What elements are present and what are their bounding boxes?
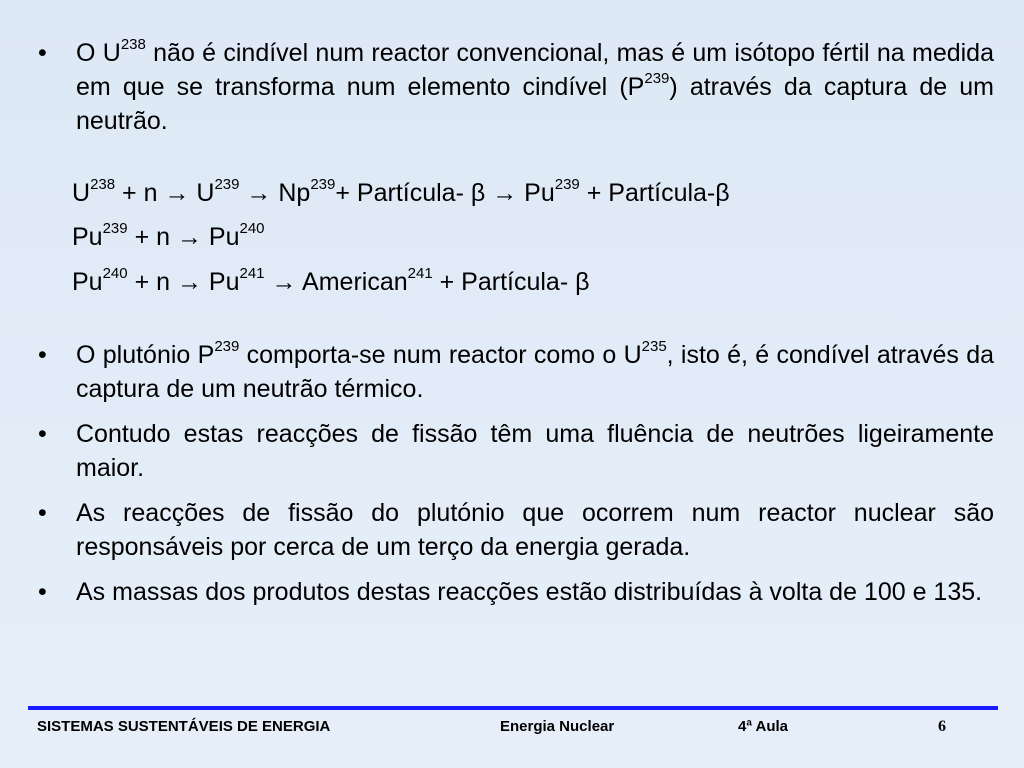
bullet-marker: • [38,499,47,527]
eq3-term: Pu [201,268,240,296]
arrow-icon: → [264,268,303,296]
eq2-term: Pu [72,223,103,251]
footer-divider [28,706,998,710]
list-item [30,496,994,564]
bullet-marker: • [38,420,47,448]
beta-symbol: β [575,268,590,296]
bullet-marker: • [38,39,47,67]
beta-symbol: β [715,179,730,207]
bullet-4-text: As massas dos produtos destas reacções estão distribuídas à volta de 100 e 135. [76,578,983,606]
footer-lesson: 4ª Aula [738,718,789,735]
eq3-term: Pu [72,268,103,296]
eq1-term: + n [115,179,165,207]
eq1-sup: 239 [554,175,580,193]
eq3-term: + Partícula- [432,268,576,296]
footer-course: SISTEMAS SUSTENTÁVEIS DE ENERGIA [37,718,331,735]
arrow-icon: → [176,268,202,296]
bullet-list [30,338,994,620]
intro-sup-1: 238 [120,35,146,53]
footer-topic: Energia Nuclear [500,718,615,735]
beta-symbol: β [470,179,486,207]
intro-text-1: O U [76,39,121,67]
eq3-term: + n [127,268,177,296]
list-item [30,575,994,609]
page-number: 6 [938,718,946,735]
bullet-1-sup: 239 [214,337,240,355]
intro-bullet [30,36,994,138]
eq1-term: U [189,179,215,207]
equation-1 [72,176,730,210]
equation-2 [72,220,265,254]
eq1-term: + Partícula- [579,179,716,207]
eq1-term: Np [278,179,311,207]
arrow-icon: → [176,223,202,251]
eq3-sup: 240 [102,264,128,282]
bullet-marker: • [38,578,47,606]
eq2-sup: 240 [239,219,265,237]
bullet-1-text: comporta-se num reactor como o U [239,341,642,369]
bullet-1-text: , isto é, é condível através da captura de um neutrão térmico. [76,341,994,403]
bullet-3-text: As reacções de fissão do plutónio que ocorrem num reactor nuclear são responsáveis por cerca de um terço da energia gerada. [76,499,994,561]
intro-text-3: ) através da captura de um neutrão. [76,73,994,135]
eq3-sup: 241 [239,264,265,282]
arrow-icon: → [485,179,525,207]
eq3-term: American [302,268,408,296]
arrow-icon: → [239,179,279,207]
eq1-sup: 239 [310,175,336,193]
eq1-sup: 238 [90,175,116,193]
eq2-term: Pu [201,223,240,251]
bullet-1-sup: 235 [641,337,667,355]
arrow-icon: → [164,179,190,207]
eq1-term: Pu [524,179,555,207]
eq3-sup: 241 [407,264,433,282]
intro-text-2: não é cindível num reactor convencional, mas é um isótopo fértil na medida em que se transforma num elemento cindível (P [76,39,994,101]
eq1-term: + Partícula- [335,179,471,207]
list-item [30,417,994,485]
eq2-term: + n [127,223,177,251]
bullet-2-text: Contudo estas reacções de fissão têm uma fluência de neutrões ligeiramente maior. [76,420,994,482]
eq1-term: U [72,179,91,207]
equation-3 [72,265,589,299]
eq1-sup: 239 [214,175,240,193]
intro-section [30,36,994,138]
eq2-sup: 239 [102,219,128,237]
bullet-marker: • [38,341,47,369]
bullet-1-text: O plutónio P [76,341,215,369]
list-item [30,338,994,406]
intro-sup-2: 239 [644,69,670,87]
